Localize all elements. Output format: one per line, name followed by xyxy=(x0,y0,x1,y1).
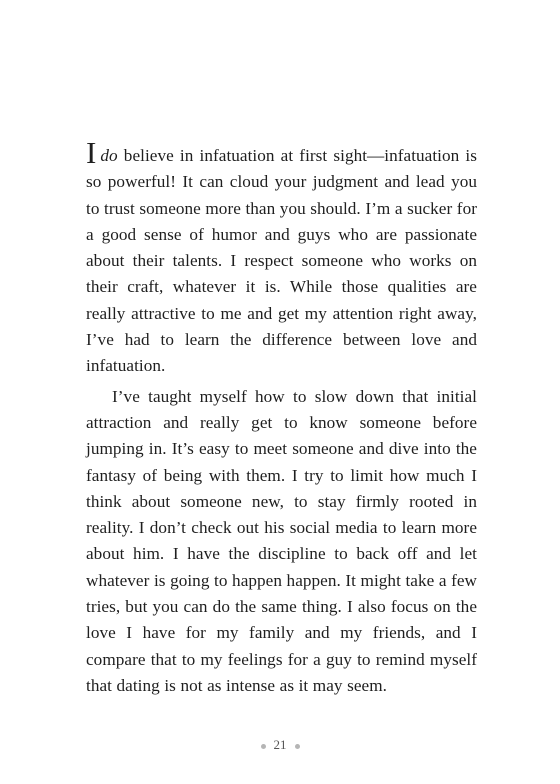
paragraph-1-text: believe in infatuation at first sight—infatuation is so powerful! It can cloud your judgment and lead you to trust someone more than you should. I’m a sucker for a good sense of humor and guys who are passionate about their talents. I respect someone who works on their craft, whatever it is. While those qualities are really attractive to me and get my attention right away, I’ve had to learn the difference between love and infatuation. xyxy=(86,146,477,376)
left-dot-ornament xyxy=(261,744,266,749)
italic-emphasis: do xyxy=(100,146,118,165)
body-text xyxy=(86,135,477,699)
paragraph-2: I’ve taught myself how to slow down that initial attraction and really get to know someone before jumping in. It’s easy to meet someone and dive into the fantasy of being with them. I try to limit how much I think about someone new, to stay firmly rooted in reality. I don’t check out his social media to learn more about him. I have the discipline to back off and let whatever is going to happen happen. It might take a few tries, but you can do the same thing. I also focus on the love I have for my family and my friends, and I compare that to my feelings for a guy to remind myself that dating is not as intense as it may seem. xyxy=(86,386,477,695)
page-number: 21 xyxy=(273,737,287,752)
paragraph-1 xyxy=(86,135,477,380)
page-footer xyxy=(0,737,560,753)
right-dot-ornament xyxy=(295,744,300,749)
drop-cap: I xyxy=(86,135,97,170)
